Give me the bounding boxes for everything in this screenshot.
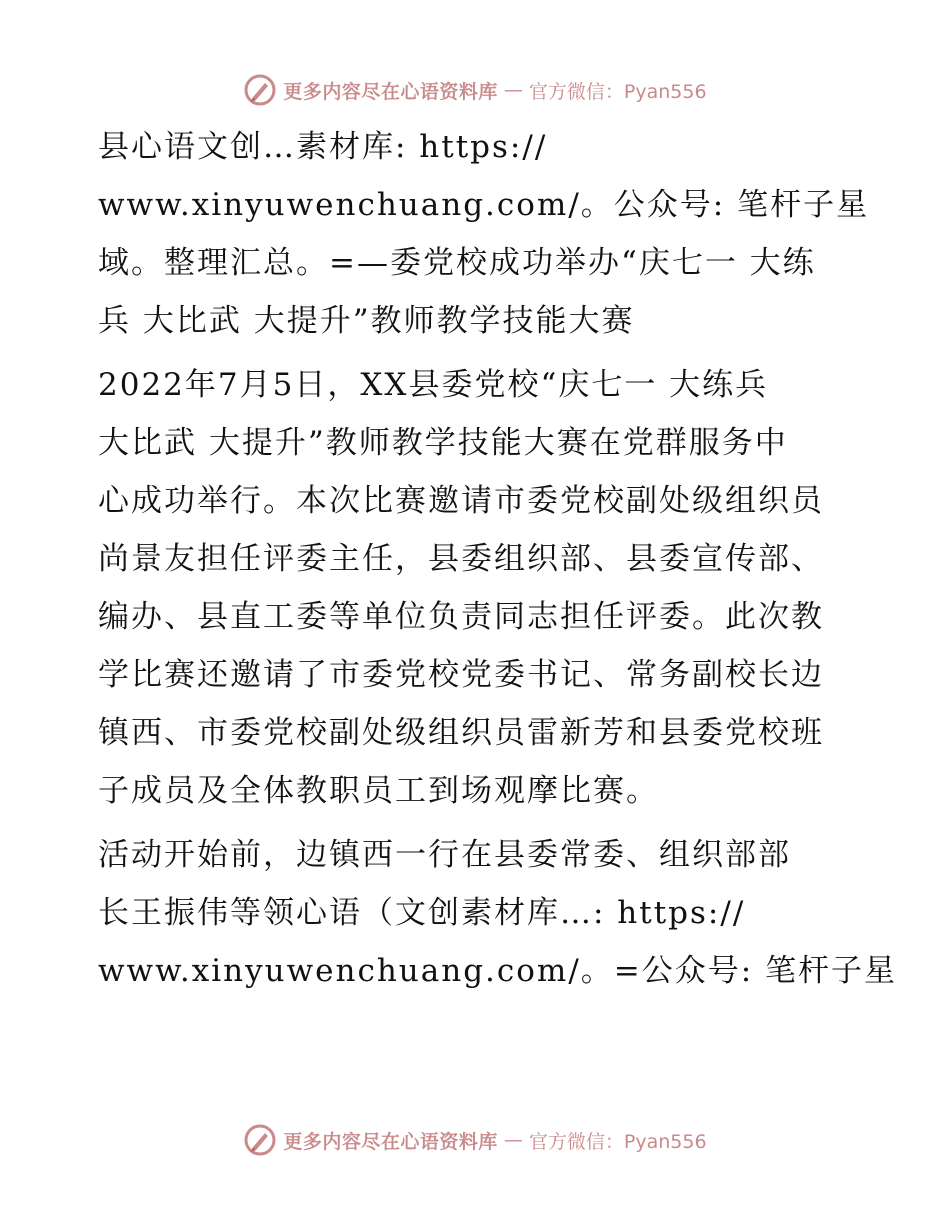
text-line: www.xinyuwenchuang.com/。=公众号: 笔杆子星: [98, 953, 898, 989]
pen-circle-logo-icon: [243, 73, 277, 107]
document-body: [98, 118, 898, 1006]
text-line: 2022年7月5日，XX县委党校“庆七一 大练兵: [98, 367, 769, 403]
watermark-separator: —: [503, 1129, 523, 1151]
watermark-contact: 官方微信：Pyan556: [528, 1130, 707, 1153]
text-line: 长王振伟等领心语（文创素材库…: https://: [98, 895, 746, 931]
paragraph-2: [98, 356, 858, 820]
pen-circle-logo-icon: [243, 1123, 277, 1157]
text-line: www.xinyuwenchuang.com/。公众号: 笔杆子星: [98, 187, 870, 223]
text-line: 学比赛还邀请了市委党校党委书记、常务副校长边: [98, 657, 824, 693]
text-line: 活动开始前，边镇西一行在县委常委、组织部部: [98, 837, 791, 873]
watermark-text: 更多内容尽在心语资料库: [283, 80, 498, 103]
text-line: 心成功举行。本次比赛邀请市委党校副处级组织员: [98, 483, 824, 519]
text-line: 域。整理汇总。=—委党校成功举办“庆七一 大练: [98, 245, 816, 281]
text-line: 县心语文创…素材库: https://: [98, 129, 548, 165]
header-watermark: [0, 70, 950, 110]
watermark-text: 更多内容尽在心语资料库: [283, 1130, 498, 1153]
text-line: 尚景友担任评委主任，县委组织部、县委宣传部、: [98, 541, 824, 577]
text-line: 兵 大比武 大提升”教师教学技能大赛: [98, 303, 635, 339]
text-line: 大比武 大提升”教师教学技能大赛在党群服务中: [98, 425, 788, 461]
text-line: 子成员及全体教职员工到场观摩比赛。: [98, 773, 659, 809]
text-line: 镇西、市委党校副处级组织员雷新芳和县委党校班: [98, 715, 824, 751]
watermark-separator: —: [503, 79, 523, 101]
watermark-contact: 官方微信：Pyan556: [528, 80, 707, 103]
paragraph-1: [98, 118, 870, 350]
text-line: 编办、县直工委等单位负责同志担任评委。此次教: [98, 599, 824, 635]
footer-watermark: [0, 1120, 950, 1160]
paragraph-3: [98, 826, 898, 1000]
